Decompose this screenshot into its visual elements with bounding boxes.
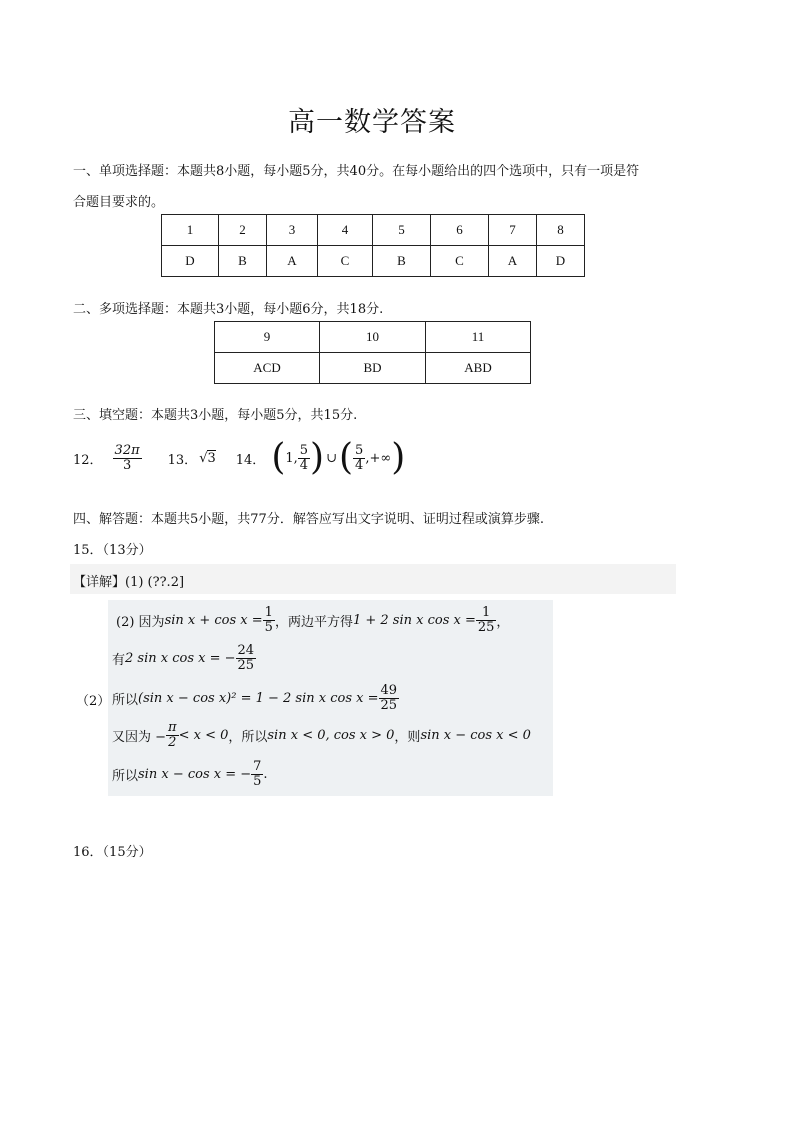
right-paren: ) (310, 437, 325, 478)
text: ，所以 (228, 729, 268, 745)
solution-line-5 (112, 756, 268, 792)
fraction-denominator: 25 (380, 697, 398, 713)
multi-choice-answer-table (214, 321, 531, 384)
interval-left-endpoint: 1, (285, 450, 298, 466)
answer-cell: D (162, 246, 219, 277)
text: 有 (112, 652, 126, 668)
question-number: 7 (489, 215, 537, 246)
math-expression: (sin x − cos x)² = 1 − 2 sin x cos x = (138, 690, 379, 706)
union-symbol: ∪ (326, 450, 337, 466)
fraction-numerator: 1 (476, 606, 497, 621)
fraction-denominator: 4 (355, 457, 364, 473)
answer-cell: ACD (215, 353, 320, 384)
q12-answer-fraction (113, 444, 142, 472)
fraction-numerator: 24 (237, 642, 255, 658)
fraction-denominator: 3 (122, 457, 132, 473)
fraction-numerator: 32π (114, 442, 140, 458)
single-choice-answer-table (161, 214, 585, 277)
fraction-denominator: 5 (264, 619, 273, 635)
text: . (263, 766, 268, 782)
question-number: 4 (318, 215, 373, 246)
fill-blank-answers (73, 436, 405, 480)
fraction (379, 684, 400, 712)
answer-cell: C (431, 246, 489, 277)
q15-detail-part1: 【详解】(1) (??.2] (73, 575, 185, 590)
question-number: 9 (215, 322, 320, 353)
solution-line-3 (112, 680, 399, 716)
answer-cell: B (373, 246, 431, 277)
section1-instruction-line2: 合题目要求的。 (73, 195, 165, 210)
text: ，两边平方得 (274, 614, 353, 630)
section4-instruction: 四、解答题：本题共5小题，共77分．解答应写出文字说明、证明过程或演算步骤. (73, 512, 544, 527)
math-expression: 1 + 2 sin x cos x = (352, 612, 476, 628)
interval-fraction (353, 444, 365, 472)
q14-answer-interval (271, 437, 406, 478)
fraction-denominator: 4 (299, 457, 309, 473)
solution-line-2 (112, 640, 256, 676)
section1-instruction-line1: 一、单项选择题：本题共8小题，每小题5分，共40分。在每小题给出的四个选项中，只有一项是符 (73, 164, 640, 179)
fraction-numerator: π (168, 719, 177, 735)
fraction-numerator: 49 (380, 682, 398, 698)
answer-cell: ABD (426, 353, 531, 384)
fraction-numerator: 1 (264, 604, 273, 620)
answer-cell: BD (320, 353, 426, 384)
math-expression: sin x − cos x = − (138, 766, 252, 782)
radicand: 3 (207, 450, 216, 466)
question-number: 2 (219, 215, 267, 246)
math-expression: sin x + cos x = (164, 612, 263, 628)
math-expression: 2 sin x cos x = − (125, 650, 236, 666)
math-expression: sin x < 0, cos x > 0 (267, 727, 395, 743)
text: ， (496, 614, 510, 630)
answer-cell: C (318, 246, 373, 277)
sqrt-sign-icon: √ (199, 450, 208, 466)
question-number: 6 (431, 215, 489, 246)
solution-line-4 (112, 717, 531, 753)
fraction (251, 760, 263, 788)
text: (2) 因为 (116, 614, 165, 630)
table-row (162, 246, 585, 277)
q16-header: 16．（15分） (73, 845, 152, 860)
interval-right-endpoint: ,+∞ (365, 450, 392, 466)
question-number: 5 (373, 215, 431, 246)
fraction-numerator: 5 (355, 442, 364, 458)
table-row (162, 215, 585, 246)
left-paren: ( (339, 437, 354, 478)
q15-header: 15．（13分） (73, 543, 152, 558)
text: ，则 (394, 729, 421, 745)
fraction (166, 721, 179, 749)
fraction-denominator: 25 (237, 657, 255, 673)
interval-fraction (298, 444, 310, 472)
q15-part2-label: （2） (76, 694, 111, 709)
section2-instruction: 二、多项选择题：本题共3小题，每小题6分，共18分. (73, 302, 384, 317)
fraction-denominator: 25 (477, 619, 495, 635)
math-expression: < x < 0 (178, 727, 229, 743)
answer-cell: A (489, 246, 537, 277)
fraction-numerator: 5 (299, 442, 309, 458)
math-expression: sin x − cos x < 0 (420, 727, 531, 743)
solution-line-1 (116, 602, 509, 638)
right-paren: ) (391, 437, 406, 478)
table-row (215, 353, 531, 384)
fraction (476, 606, 497, 634)
question-number: 11 (426, 322, 531, 353)
fraction-denominator: 5 (253, 773, 262, 789)
fraction (263, 606, 275, 634)
question-number: 10 (320, 322, 426, 353)
q13-answer (199, 451, 216, 466)
q13-label: 13． (167, 452, 198, 468)
text: 所以 (112, 692, 139, 708)
q14-label: 14． (235, 452, 266, 468)
answer-cell: A (267, 246, 318, 277)
q12-label: 12． (73, 452, 103, 468)
answer-cell: B (219, 246, 267, 277)
fraction (236, 644, 257, 672)
text: 所以 (112, 768, 139, 784)
left-paren: ( (271, 437, 286, 478)
fraction-denominator: 2 (168, 734, 177, 750)
table-row (215, 322, 531, 353)
text: 又因为 − (112, 729, 167, 745)
fraction-numerator: 7 (253, 758, 262, 774)
question-number: 1 (162, 215, 219, 246)
answer-cell: D (537, 246, 585, 277)
section3-instruction: 三、填空题：本题共3小题，每小题5分，共15分. (73, 408, 358, 423)
question-number: 3 (267, 215, 318, 246)
question-number: 8 (537, 215, 585, 246)
page-title: 高一数学答案 (288, 107, 456, 138)
